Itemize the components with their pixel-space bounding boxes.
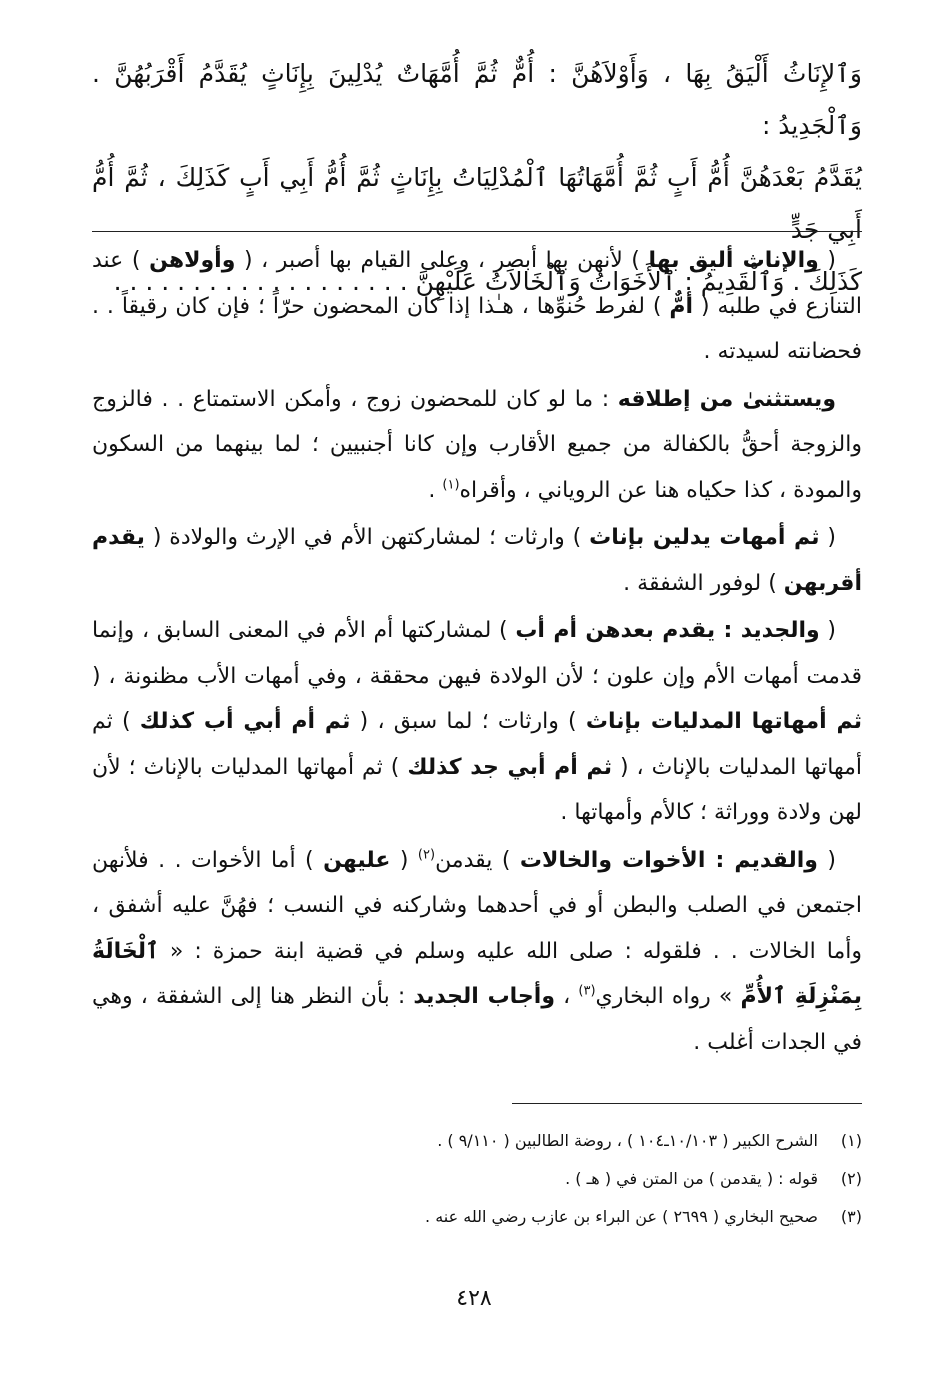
footnote-3 bbox=[92, 1198, 862, 1236]
commentary-text: ) ثم أمهاتها المدليات بالإناث ، ( bbox=[92, 709, 862, 780]
hadith-quote: ٱلْخَالَةُ بِمَنْزِلَةِ ٱلأُمِّ bbox=[92, 938, 863, 1009]
commentary-text: . bbox=[428, 477, 443, 503]
footnote-1 bbox=[92, 1122, 862, 1160]
footnote-number: (١) bbox=[840, 1131, 862, 1150]
matn-dots: . . . . . . . . . . . . . . . . . . . bbox=[113, 267, 408, 296]
matn-line-1: وَٱلإِنَاثُ أَلْيَقُ بِهَا ، وَأَوْلاَهُنَّ : أُمٌّ ثُمَّ أُمَّهَاتٌ يُدْلِينَ بِإِنَاثٍ يُقَدَّمُ أَقْرَبُهُنَّ . وَٱلْجَدِيدُ : bbox=[92, 59, 862, 140]
commentary-paragraph-4 bbox=[92, 608, 862, 836]
quoted-matn: يقدم أقربهن bbox=[92, 525, 862, 596]
commentary-text: ) أما الأخوات . . فلأنهن اجتمعن في الصلب والبطن أو في أحدهما وشاركنه في النسب ؛ فهُنَّ عليه أشفق ، وأما الخالات . . فلقوله : صلى الله عليه وسلم في قضية ابنة حمزة : « bbox=[92, 847, 862, 964]
quoted-matn: وأجاب الجديد bbox=[413, 984, 556, 1009]
footnote-2 bbox=[92, 1160, 862, 1198]
quoted-matn: والقديم : الأخوات والخالات bbox=[519, 847, 818, 873]
footnote-ref: (٢) bbox=[417, 847, 436, 863]
commentary-text: ) ثم أمهاتها المدليات بالإناث ؛ لأن لهن ولادة ووراثة ؛ كالأم وأمهاتها . bbox=[92, 754, 862, 825]
footnote-text: صحيح البخاري ( ٢٦٩٩ ) عن البراء بن عازب رضي الله عنه . bbox=[425, 1207, 818, 1226]
quoted-matn: وأولاهن bbox=[149, 248, 236, 273]
matn-separator bbox=[92, 231, 862, 232]
commentary-text: ) يقدمن bbox=[435, 847, 520, 873]
quoted-matn: أمٌّ bbox=[669, 293, 694, 319]
matn-line-2: يُقَدَّمُ بَعْدَهُنَّ أُمُّ أَبٍ ثُمَّ أُمَّهَاتُهَا ٱلْمُدْلِيَاتُ بِإِنَاثٍ ثُمَّ أُمُّ أَبِي أَبٍ كَذَلِكَ ، ثُمَّ أُمُّ أَبِي جَدٍّ bbox=[92, 163, 862, 244]
commentary-text: : بأن النظر هنا إلى الشفقة ، وهي في الجدات أغلب . bbox=[92, 984, 862, 1055]
commentary-paragraph-1 bbox=[92, 238, 862, 375]
commentary-text: ) وارثات ؛ لمشاركتهن الأم في الإرث والولادة ( bbox=[144, 525, 590, 550]
quoted-matn: عليهن bbox=[323, 847, 391, 873]
commentary-text: ) لفرط حُنوِّها ، هـٰذا إذا كان المحضون حرّاً ؛ فإن كان رقيقاً . . فحضانته لسيدته . bbox=[92, 293, 862, 364]
commentary-text: » رواه البخاري bbox=[595, 984, 741, 1009]
footnotes bbox=[92, 1122, 862, 1236]
quoted-matn: ثم أم أبي أب كذلك bbox=[139, 709, 351, 734]
footnote-text: الشرح الكبير ( ١٠/١٠٣ـ١٠٤ ) ، روضة الطالبين ( ٩/١١٠ ) . bbox=[437, 1131, 818, 1150]
footnote-number: (٢) bbox=[840, 1169, 862, 1188]
commentary-text: : ما لو كان للمحضون زوج ، وأمكن الاستمتاع . . فالزوج والزوجة أحقُّ بالكفالة من جميع الأقارب وإن كانا أجنبيين ؛ لما بينهما من السكون والمودة ، كذا حكياه هنا عن الروياني ، وأقراه bbox=[92, 386, 862, 503]
commentary-block bbox=[92, 238, 862, 1067]
footnote-ref: (٣) bbox=[578, 983, 596, 999]
quoted-matn: ثم أم أبي جد كذلك bbox=[407, 754, 612, 780]
commentary-text: ، bbox=[555, 984, 579, 1009]
commentary-paragraph-3 bbox=[92, 515, 862, 606]
bracket: ( bbox=[819, 525, 837, 550]
commentary-paragraph-5 bbox=[92, 838, 862, 1066]
quoted-matn: والجديد : يقدم بعدهن أم أب bbox=[515, 618, 820, 643]
bracket: ( bbox=[819, 618, 837, 643]
matn-line-3-text: كَذَلِكَ . وَٱلْقَدِيمُ : ٱلأَخَوَاتُ وَٱلْخَالاَتُ عَلَيْهِنَّ bbox=[415, 267, 862, 296]
footnote-number: (٣) bbox=[840, 1207, 862, 1226]
commentary-text: ) لوفور الشفقة . bbox=[623, 570, 784, 596]
commentary-text: ) وارثات ؛ لما سبق ، ( bbox=[350, 709, 586, 734]
quoted-matn: ثم أمهات يدلين بإناث bbox=[589, 525, 820, 550]
footnote-separator bbox=[512, 1103, 862, 1104]
footnote-ref: (١) bbox=[442, 477, 460, 493]
bracket: ( bbox=[818, 248, 837, 273]
commentary-text: ( bbox=[390, 847, 418, 873]
bracket: ( bbox=[817, 847, 837, 873]
commentary-text: ) لأنهن بها أبصر ، وعلى القيام بها أصبر ، ( bbox=[235, 248, 649, 273]
page-number: ٤٢٨ bbox=[456, 1286, 492, 1311]
quoted-matn: ويستثنىٰ من إطلاقه bbox=[617, 386, 836, 412]
footnote-text: قوله : ( يقدمن ) من المتن في ( هـ ) . bbox=[565, 1169, 818, 1188]
commentary-text: ) عند التنازع في طلبه ( bbox=[92, 248, 862, 319]
quoted-matn: ثم أمهاتها المدليات بإناث bbox=[585, 709, 862, 734]
commentary-text: ) لمشاركتها أم الأم في المعنى السابق ، وإنما قدمت أمهات الأم وإن علون ؛ لأن الولادة فيهن محققة ، وفي أمهات الأب مظنونة ، ( bbox=[92, 618, 862, 689]
commentary-paragraph-2 bbox=[92, 377, 862, 514]
quoted-matn: والإناث أليق بها bbox=[648, 248, 819, 273]
